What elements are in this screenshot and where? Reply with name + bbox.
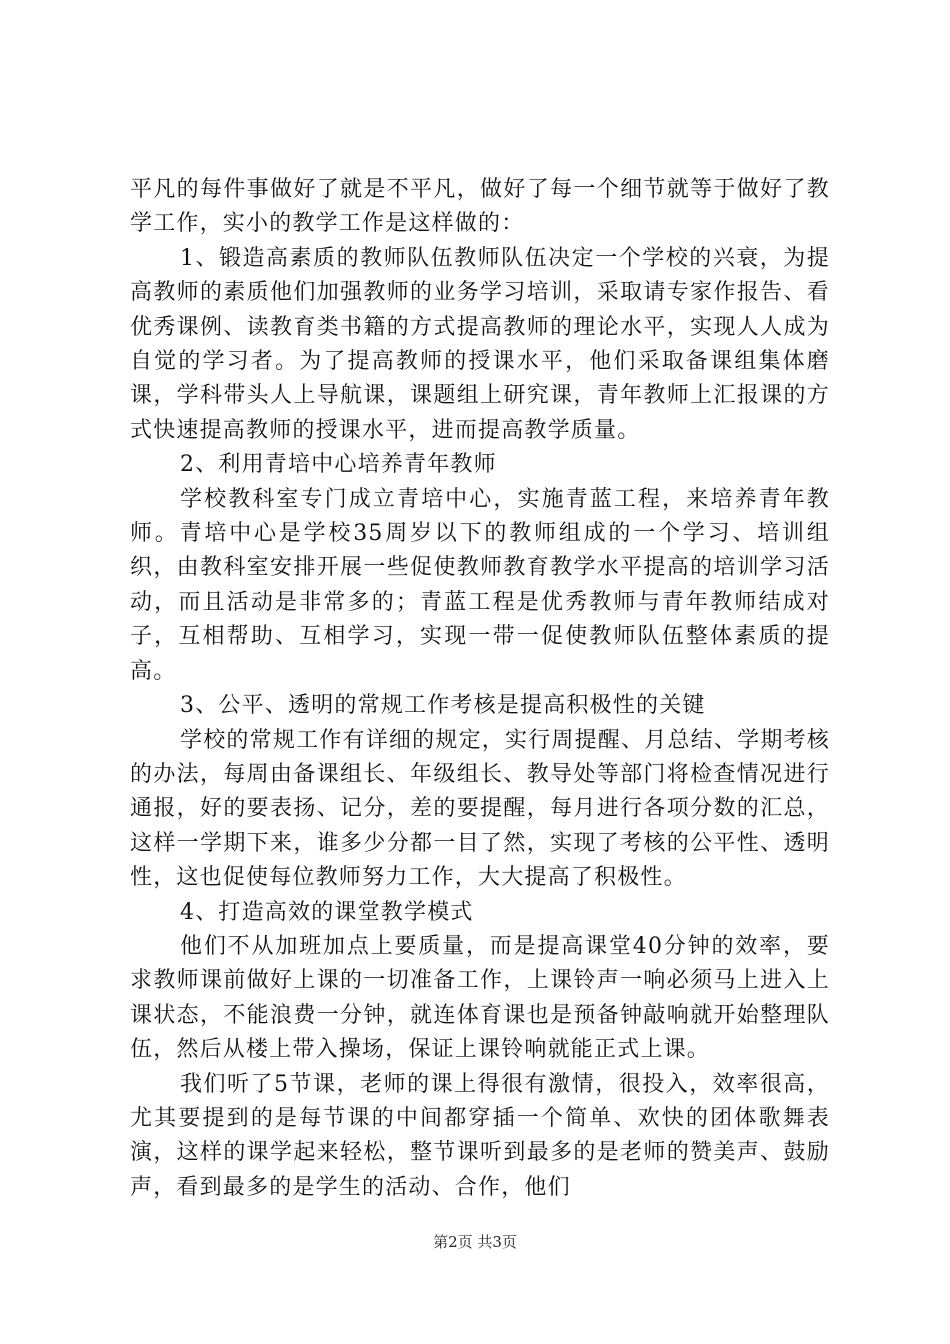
heading-item-4: 4、打造高效的课堂教学模式 — [180, 899, 474, 925]
paragraph-item-3-body: 学校的常规工作有详细的规定，实行周提醒、月总结、学期考核的办法，每周由备课组长、年级组长、教导处等部门将检查情况进行通报，好的要表扬、记分，差的要提醒，每月进行各项分数的汇总，这样一学期下来，谁多少分都一目了然，实现了考核的公平性、透明性，这也促使每位教师努力工作，大大提高了积极性。 — [130, 727, 830, 891]
paragraph-item-4-body: 他们不从加班加点上要质量，而是提高课堂40分钟的效率，要求教师课前做好上课的一切准备工作，上课铃声一响必须马上进入上课状态，不能浪费一分钟，就连体育课也是预备钟敲响就开始整理队伍，然后从楼上带入操场，保证上课铃响就能正式上课。 — [130, 933, 830, 1063]
page-footer: 第2页 共3页 — [433, 1233, 517, 1251]
heading-item-3: 3、公平、透明的常规工作考核是提高积极性的关键 — [180, 693, 706, 719]
paragraph-classes-observed: 我们听了5节课，老师的课上得很有激情，很投入，效率很高，尤其要提到的是每节课的中间都穿插一个简单、欢快的团体歌舞表演，这样的课学起来轻松，整节课听到最多的是老师的赞美声、鼓励声，看到最多的是学生的活动、合作，他们 — [130, 1071, 830, 1200]
document-body — [130, 173, 830, 1205]
paragraph-item-2-body: 学校教科室专门成立青培中心，实施青蓝工程，来培养青年教师。青培中心是学校35周岁以下的教师组成的一个学习、培训组织，由教科室安排开展一些促使教师教育教学水平提高的培训学习活动，而且活动是非常多的；青蓝工程是优秀教师与青年教师结成对子，互相帮助、互相学习，实现一带一促使教师队伍整体素质的提高。 — [130, 486, 830, 684]
paragraph-item-1: 1、锻造高素质的教师队伍教师队伍决定一个学校的兴衰，为提高教师的素质他们加强教师的业务学习培训，采取请专家作报告、看优秀课例、读教育类书籍的方式提高教师的理论水平，实现人人成为自觉的学习者。为了提高教师的授课水平，他们采取备课组集体磨课，学科带头人上导航课，课题组上研究课，青年教师上汇报课的方式快速提高教师的授课水平，进而提高教学质量。 — [130, 245, 830, 443]
heading-item-2: 2、利用青培中心培养青年教师 — [180, 452, 497, 478]
paragraph-intro: 平凡的每件事做好了就是不平凡，做好了每一个细节就等于做好了教学工作，实小的教学工作是这样做的： — [130, 177, 830, 237]
